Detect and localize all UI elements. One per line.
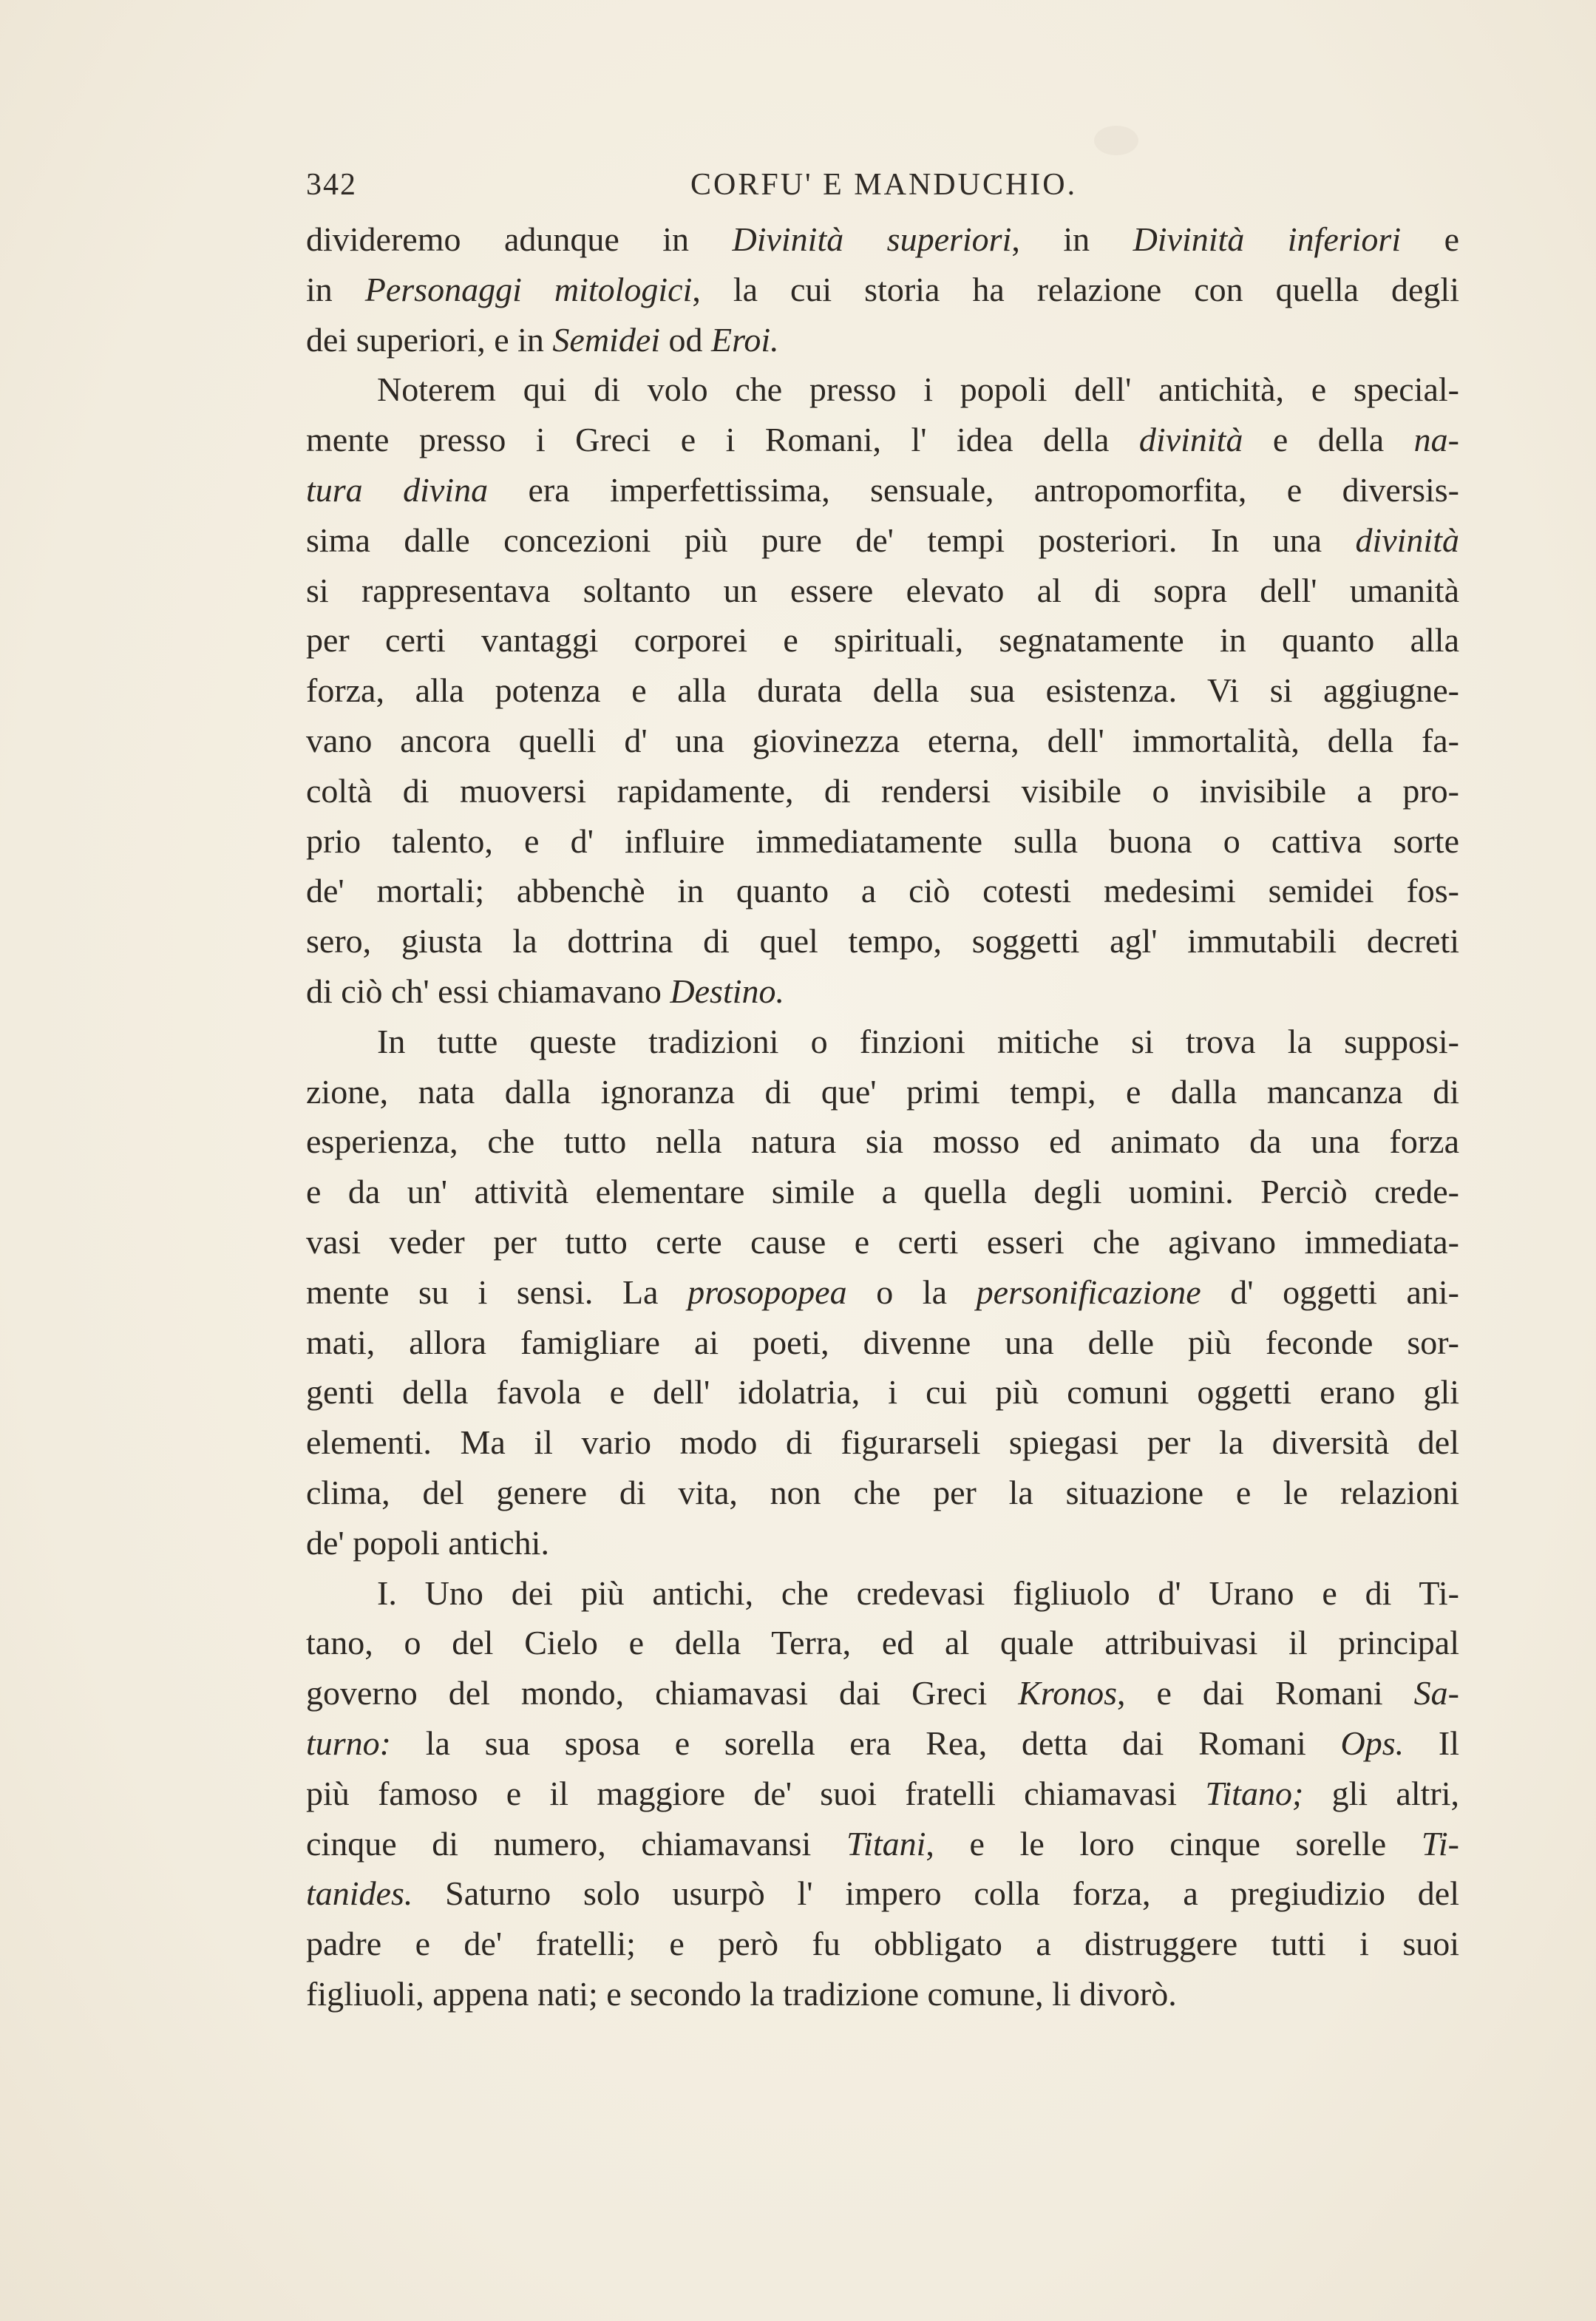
text-line (306, 1367, 1459, 1417)
text-line (306, 1318, 1459, 1368)
running-header (306, 167, 1459, 211)
italic-term: tanides. (306, 1874, 413, 1913)
text-run: Noterem qui di volo che presso i popoli dell' antichità, e special- (377, 370, 1459, 409)
text-line (306, 1167, 1459, 1217)
italic-term: Eroi. (711, 320, 779, 359)
text-run: mente presso i Greci e i Romani, l' idea della (306, 421, 1139, 459)
text-run: forza, alla potenza e alla durata della sua esistenza. Vi si aggiugne- (306, 671, 1459, 710)
text-line (306, 415, 1459, 465)
text-run: governo del mondo, chiamavasi dai Greci (306, 1674, 1019, 1712)
text-run: o la (846, 1273, 977, 1311)
text-line (306, 966, 1459, 1017)
text-line (306, 265, 1459, 315)
italic-term: Divinità inferiori (1133, 220, 1402, 258)
text-line (306, 1618, 1459, 1668)
text-line (306, 766, 1459, 816)
text-line (306, 1267, 1459, 1318)
text-line (306, 615, 1459, 665)
text-run: Il (1404, 1724, 1459, 1762)
text-run: sima dalle concezioni più pure de' tempi posteriori. In una (306, 521, 1356, 559)
italic-term: personificazione (976, 1273, 1201, 1311)
text-run: genti della favola e dell' idolatria, i cui più comuni oggetti erano gli (306, 1373, 1459, 1412)
text-line (306, 1769, 1459, 1819)
italic-term: Ops. (1340, 1724, 1405, 1762)
text-run: cinque di numero, chiamavansi (306, 1824, 846, 1863)
text-line (306, 1668, 1459, 1718)
text-line (306, 1718, 1459, 1769)
text-line (306, 816, 1459, 867)
text-run: de' mortali; abbenchè in quanto a ciò cotesti medesimi semidei fos- (306, 872, 1459, 910)
italic-term: prosopopea (687, 1273, 847, 1311)
text-run: esperienza, che tutto nella natura sia mosso ed animato da una forza (306, 1122, 1459, 1161)
text-line (306, 465, 1459, 515)
italic-term: Kronos (1018, 1674, 1118, 1712)
italic-term: Sa- (1413, 1674, 1459, 1712)
text-run: vano ancora quelli d' una giovinezza eterna, dell' immortalità, della fa- (306, 721, 1459, 759)
text-run: di ciò ch' essi chiamavano (306, 972, 670, 1010)
text-run: gli altri, (1303, 1774, 1460, 1812)
text-line (306, 365, 1459, 415)
italic-term: Ti- (1421, 1824, 1459, 1863)
text-run: d' oggetti ani- (1201, 1273, 1460, 1311)
text-run: padre e de' fratelli; e però fu obbligato a distruggere tutti i suoi (306, 1925, 1459, 1963)
italic-term: divinità (1138, 421, 1243, 459)
text-run: si rappresentava soltanto un essere elevato al di sopra dell' umanità (306, 571, 1459, 609)
text-line (306, 1919, 1459, 1969)
text-run: e da un' attività elementare simile a quella degli uomini. Perciò crede- (306, 1173, 1459, 1211)
text-run: In tutte queste tradizioni o finzioni mitiche si trova la supposi- (377, 1022, 1459, 1060)
text-run: più famoso e il maggiore de' suoi fratelli chiamavasi (306, 1774, 1206, 1812)
text-run: I. Uno dei più antichi, che credevasi figliuolo d' Urano e di Ti- (377, 1573, 1459, 1612)
text-run: figliuoli, appena nati; e secondo la tradizione comune, li divorò. (306, 1974, 1177, 2013)
italic-term: Divinità superiori (732, 220, 1012, 258)
paper-stain (1094, 126, 1138, 155)
text-run: in (306, 270, 365, 308)
text-run: , la cui storia ha relazione con quella degli (692, 270, 1459, 308)
text-run: tano, o del Cielo e della Terra, ed al quale attribuivasi il principal (306, 1624, 1459, 1662)
text-line (306, 515, 1459, 566)
text-line (306, 716, 1459, 766)
text-line (306, 1217, 1459, 1267)
text-line (306, 1067, 1459, 1117)
text-line (306, 916, 1459, 966)
text-line (306, 1868, 1459, 1919)
text-run: elementi. Ma il vario modo di figurarseli spiegasi per la diversità del (306, 1423, 1459, 1462)
body-text (306, 214, 1459, 2019)
italic-term: Personaggi mitologici (364, 270, 693, 308)
text-line (306, 1969, 1459, 2019)
italic-term: Destino. (670, 972, 785, 1010)
text-line (306, 315, 1459, 365)
text-line (306, 665, 1459, 716)
text-line (306, 1417, 1459, 1468)
italic-term: Semidei (552, 320, 661, 359)
italic-term: turno: (306, 1724, 391, 1762)
page-number: 342 (306, 168, 357, 202)
text-run: e della (1243, 421, 1414, 459)
italic-term: na- (1413, 421, 1459, 459)
text-line (306, 1017, 1459, 1067)
text-line (306, 1468, 1459, 1518)
italic-term: Titano; (1205, 1774, 1304, 1812)
text-run: mente su i sensi. La (306, 1273, 688, 1311)
text-line (306, 866, 1459, 916)
text-run: la sua sposa e sorella era Rea, detta dai Romani (391, 1724, 1341, 1762)
text-run: era imperfettissima, sensuale, antropomorfita, e diversis- (488, 470, 1459, 509)
italic-term: Titani (846, 1824, 926, 1863)
text-line (306, 1819, 1459, 1869)
text-run: e (1401, 220, 1459, 258)
text-run: od (660, 320, 712, 359)
text-run: , e dai Romani (1117, 1674, 1414, 1712)
text-run: , in (1011, 220, 1133, 258)
text-run: vasi veder per tutto certe cause e certi esseri che agivano immediata- (306, 1222, 1459, 1261)
italic-term: tura divina (306, 470, 489, 509)
text-run: de' popoli antichi. (306, 1523, 549, 1562)
text-line (306, 1117, 1459, 1167)
text-line (306, 1568, 1459, 1619)
italic-term: divinità (1355, 521, 1459, 559)
text-line (306, 214, 1459, 265)
text-run: Saturno solo usurpò l' impero colla forza, a pregiudizio del (412, 1874, 1459, 1913)
text-run: zione, nata dalla ignoranza di que' primi tempi, e dalla mancanza di (306, 1072, 1459, 1111)
text-run: dei superiori, e in (306, 320, 553, 359)
text-run: prio talento, e d' influire immediatamente sulla buona o cattiva sorte (306, 821, 1459, 860)
text-run: clima, del genere di vita, non che per la situazione e le relazioni (306, 1473, 1459, 1511)
text-run: , e le loro cinque sorelle (926, 1824, 1422, 1863)
text-line (306, 1518, 1459, 1568)
text-run: coltà di muoversi rapidamente, di rendersi visibile o invisibile a pro- (306, 771, 1459, 810)
running-title: CORFU' E MANDUCHIO. (690, 168, 1078, 202)
text-run: per certi vantaggi corporei e spirituali, segnatamente in quanto alla (306, 621, 1459, 660)
text-line (306, 566, 1459, 616)
text-run: divideremo adunque in (306, 220, 733, 258)
text-run: mati, allora famigliare ai poeti, divenne una delle più feconde sor- (306, 1323, 1459, 1361)
text-run: sero, giusta la dottrina di quel tempo, soggetti agl' immutabili decreti (306, 922, 1459, 960)
